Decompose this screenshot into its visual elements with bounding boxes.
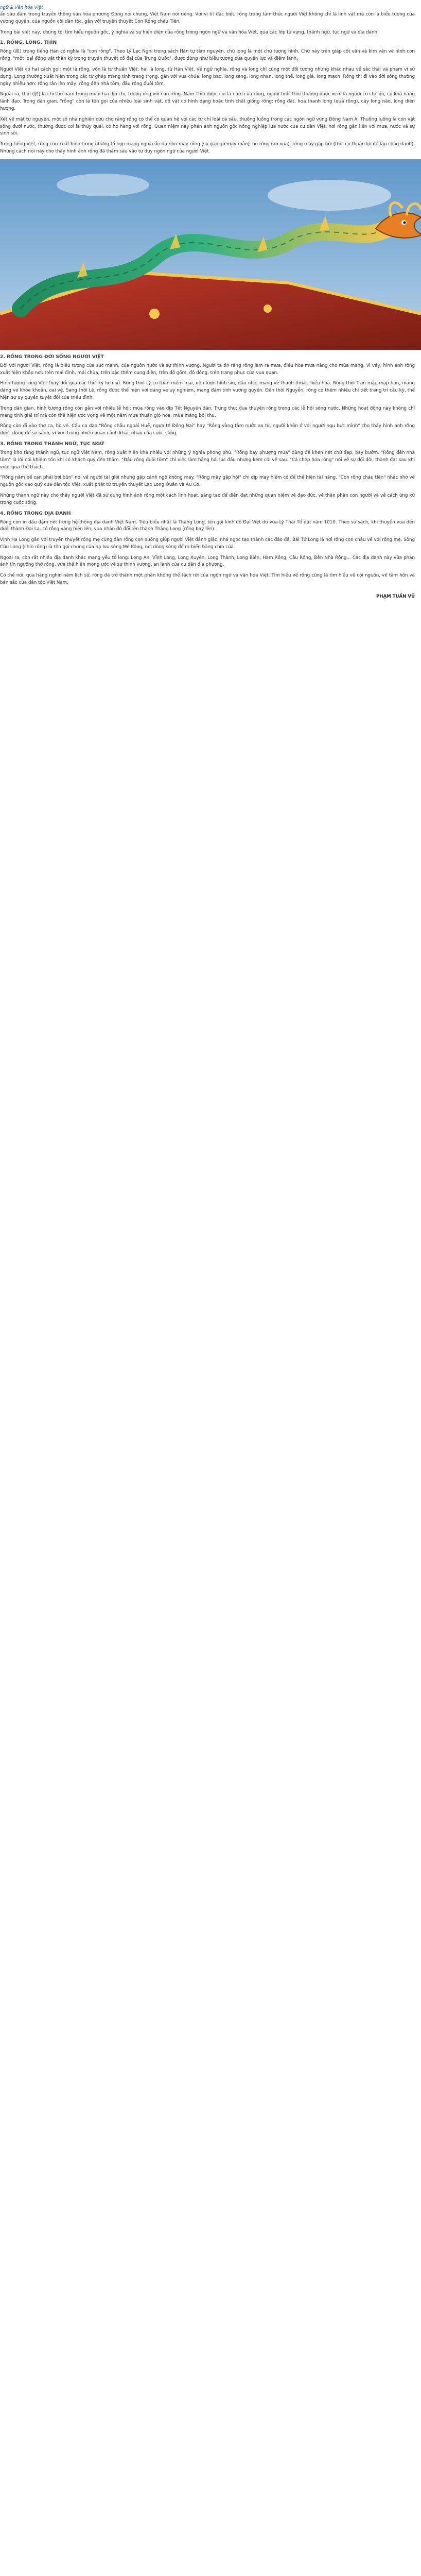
article-paragraph: Trong kho tàng thành ngữ, tục ngữ Việt Nam, rồng xuất hiện khá nhiều với những ý nghĩa phong phú. "Rồng bay phượng múa" dùng để khen nét chữ đẹp, bay bướm. "Rồng đến nhà tôm" là lời nói khiêm tốn khi có khách quý đến thăm. "Đầu rồng đuôi tôm" chỉ việc làm hăng hái lúc đầu nhưng kém cỏi về sau. "Cá chép hóa rồng" nói về sự đổi đời, thành đạt sau khi vượt qua thử thách. — [0, 450, 415, 470]
article-paragraph: Hình tượng rồng Việt thay đổi qua các thời kỳ lịch sử. Rồng thời Lý có thân mềm mại, uốn lượn hình sin, đầu nhỏ, mang vẻ thanh thoát, hiền hòa. Rồng thời Trần mập mạp hơn, mang dáng vẻ khỏe khoắn, oai vệ. Sang thời Lê, rồng được thể hiện với dáng vẻ uy nghiêm, mang đậm tính vương quyền. Đến thời Nguyễn, rồng có thêm nhiều chi tiết trang trí cầu kỳ, thể hiện sự uy quyền tuyệt đối của triều đình. — [0, 381, 415, 400]
article-paragraph: Xét về mặt từ nguyên, một số nhà nghiên cứu cho rằng rồng có thể có quan hệ với các từ chỉ loài cá sấu, thuồng luồng trong các ngôn ngữ vùng Đông Nam Á. Thuồng luồng là con vật sống dưới nước, thường được coi là thủy quái, có họ hàng với rồng. Quan niệm này phản ánh nguồn gốc nông nghiệp lúa nước của cư dân Việt, nơi rồng gắn liền với mưa, nước và sự sinh sôi. — [0, 116, 415, 137]
article-paragraph: Vịnh Hạ Long gắn với truyền thuyết rồng mẹ cùng đàn rồng con xuống giúp người Việt đánh giặc, nhả ngọc tạo thành các đảo đá. Bái Tử Long là nơi rồng con chầu về với rồng mẹ. Sông Cửu Long (chín rồng) là tên gọi chung của hạ lưu sông Mê Kông, nơi dòng sông đổ ra biển bằng chín cửa. — [0, 537, 415, 550]
article-paragraph: Có thể nói, qua hàng nghìn năm lịch sử, rồng đã trở thành một phần không thể tách rời của ngôn ngữ và văn hóa Việt. Tìm hiểu về rồng cũng là tìm hiểu về cội nguồn, về tâm hồn và bản sắc của dân tộc Việt Nam. — [0, 573, 415, 586]
article-paragraph: Trong bài viết này, chúng tôi tìm hiểu nguồn gốc, ý nghĩa và sự hiện diện của rồng trong ngôn ngữ và văn hóa Việt, qua các lớp từ vựng, thành ngữ, tục ngữ và địa danh. — [0, 29, 379, 35]
top-spacer — [0, 0, 415, 3]
article-paragraph: Ngoài ra, còn rất nhiều địa danh khác mang yếu tố long: Long An, Vĩnh Long, Long Xuyên, Long Thành, Long Biên, Hàm Rồng, Cầu Rồng, Bến Nhà Rồng... Các địa danh này vừa phản ánh tín ngưỡng thờ rồng, vừa thể hiện mong ước về sự thịnh vượng, an lành của cư dân địa phương. — [0, 555, 415, 568]
article-paragraph: Rồng còn đi vào thơ ca, hò vè. Câu ca dao "Rồng chầu ngoài Huế, ngựa tế Đồng Nai" hay "Rồng vàng tắm nước ao tù, người khôn ở với người ngu bực mình" cho thấy hình ảnh rồng được dùng để so sánh, ví von trong nhiều hoàn cảnh khác nhau của cuộc sống. — [0, 423, 415, 436]
dragon-roof-sculpture-image — [0, 159, 415, 350]
article-kicker[interactable]: ngữ & Văn hóa Việt — [0, 5, 43, 10]
article-paragraph: ẩn sâu đậm trong truyền thống văn hóa phương Đông nói chung, Việt Nam nói riêng. Với vị trí đặc biệt, rồng trong tâm thức người Việt không chỉ là linh vật mà còn là biểu tượng của vương quyền, của nguồn cội dân tộc, gắn với truyền thuyết Con Rồng cháu Tiên. — [0, 12, 415, 24]
section-heading: 1. RỒNG, LONG, THÌN — [0, 40, 57, 46]
article-paragraph: Người Việt có hai cách gọi: một là rồng, vốn là từ thuần Việt; hai là long, từ Hán Việt. Về ngữ nghĩa, rồng và long chỉ cùng một đối tượng nhưng khác nhau về sắc thái và phạm vi sử dụng. Long thường xuất hiện trong các từ ghép mang tính trang trọng, gắn với vua chúa: long bào, long sàng, long nhan, long thể, long giá, long mạch. Rồng thì đi vào đời sống thường ngày nhiều hơn: rồng rắn lên mây, rồng đến nhà tôm, đầu rồng đuôi tôm. — [0, 66, 415, 87]
article-sections — [0, 11, 415, 587]
article-paragraph: Ngoài ra, thìn (辰) là chi thứ năm trong mười hai địa chi, tương ứng với con rồng. Năm Thìn được coi là năm của rồng, người tuổi Thìn thường được xem là người có chí lớn, có khả năng lãnh đạo. Trong dân gian, "rồng" còn là tên gọi của nhiều loài sinh vật, đồ vật có hình dạng hoặc tính chất giống rồng: rồng đất, hoa thanh long (quả rồng), cây long não, long diên hương. — [0, 92, 415, 111]
section-heading: 4. RỒNG TRONG ĐỊA DANH — [0, 510, 71, 516]
section-heading: 3. RỒNG TRONG THÀNH NGỮ, TỤC NGỮ — [0, 440, 104, 447]
dragon-illustration — [0, 159, 421, 350]
article-paragraph: Trong dân gian, hình tượng rồng còn gắn với nhiều lễ hội: múa rồng vào dịp Tết Nguyên đán, Trung thu; đua thuyền rồng trong các lễ hội sông nước. Những hoạt động này không chỉ mang tính giải trí mà còn thể hiện ước vọng về một năm mưa thuận gió hòa, mùa màng bội thu. — [0, 405, 415, 418]
article-author: PHẠM TUẤN VŨ — [376, 594, 415, 599]
article-paragraph: Đối với người Việt, rồng là biểu tượng của sức mạnh, của nguồn nước và sự thịnh vượng. Người ta tin rằng rồng làm ra mưa, điều hòa mưa nắng cho mùa màng. Vì vậy, hình ảnh rồng xuất hiện khắp nơi: trên mái đình, mái chùa, trên bậc thềm cung điện, trên đồ gốm, đồ đồng, trên trang phục của vua quan. — [0, 363, 415, 376]
article-paragraph: Trong tiếng Việt, rồng còn xuất hiện trong những tổ hợp mang nghĩa ẩn dụ như mây rồng (sự gặp gỡ may mắn), ao rồng (ao vua), rồng mây gặp hội (thời cơ thuận lợi để lập công danh). Những cách nói này cho thấy hình ảnh rồng đã thấm sâu vào tư duy ngôn ngữ của người Việt. — [0, 142, 415, 154]
article-body — [0, 0, 415, 599]
article-paragraph: Rồng (龍) trong tiếng Hán có nghĩa là "con rồng". Theo Lý Lạc Nghị trong sách Hán tự tầm nguyên, chữ long là một chữ tượng hình. Chữ này trên giáp cốt văn và kim văn vẽ hình con rồng, "một loại động vật thần kỳ trong truyền thuyết cổ đại của Trung Quốc", được dùng như biểu tượng của quyền lực và điềm lành. — [0, 49, 415, 62]
article-paragraph: Những thành ngữ này cho thấy người Việt đã sử dụng hình ảnh rồng một cách linh hoạt, sáng tạo để diễn đạt những quan niệm về đạo đức, về thân phận con người và về cách ứng xử trong cuộc sống. — [0, 493, 415, 505]
article-paragraph: "Rồng nằm bể cạn phải bơi bùn" nói về người tài giỏi nhưng gặp cảnh ngộ không may. "Rồng mây gặp hội" chỉ dịp may hiếm có để thể hiện tài năng. "Con rồng cháu tiên" nhắc nhở về nguồn gốc cao quý của dân tộc Việt, xuất phát từ truyền thuyết Lạc Long Quân và Âu Cơ. — [0, 475, 415, 488]
article-paragraph: Rồng còn in dấu đậm nét trong hệ thống địa danh Việt Nam. Tiêu biểu nhất là Thăng Long, tên gọi kinh đô Đại Việt do vua Lý Thái Tổ đặt năm 1010. Theo sử sách, khi thuyền vua đến dưới thành Đại La, có rồng vàng hiện lên, vua nhân đó đổi tên thành Thăng Long (rồng bay lên). — [0, 519, 415, 532]
section-heading: 2. RỒNG TRONG ĐỜI SỐNG NGƯỜI VIỆT — [0, 353, 104, 360]
